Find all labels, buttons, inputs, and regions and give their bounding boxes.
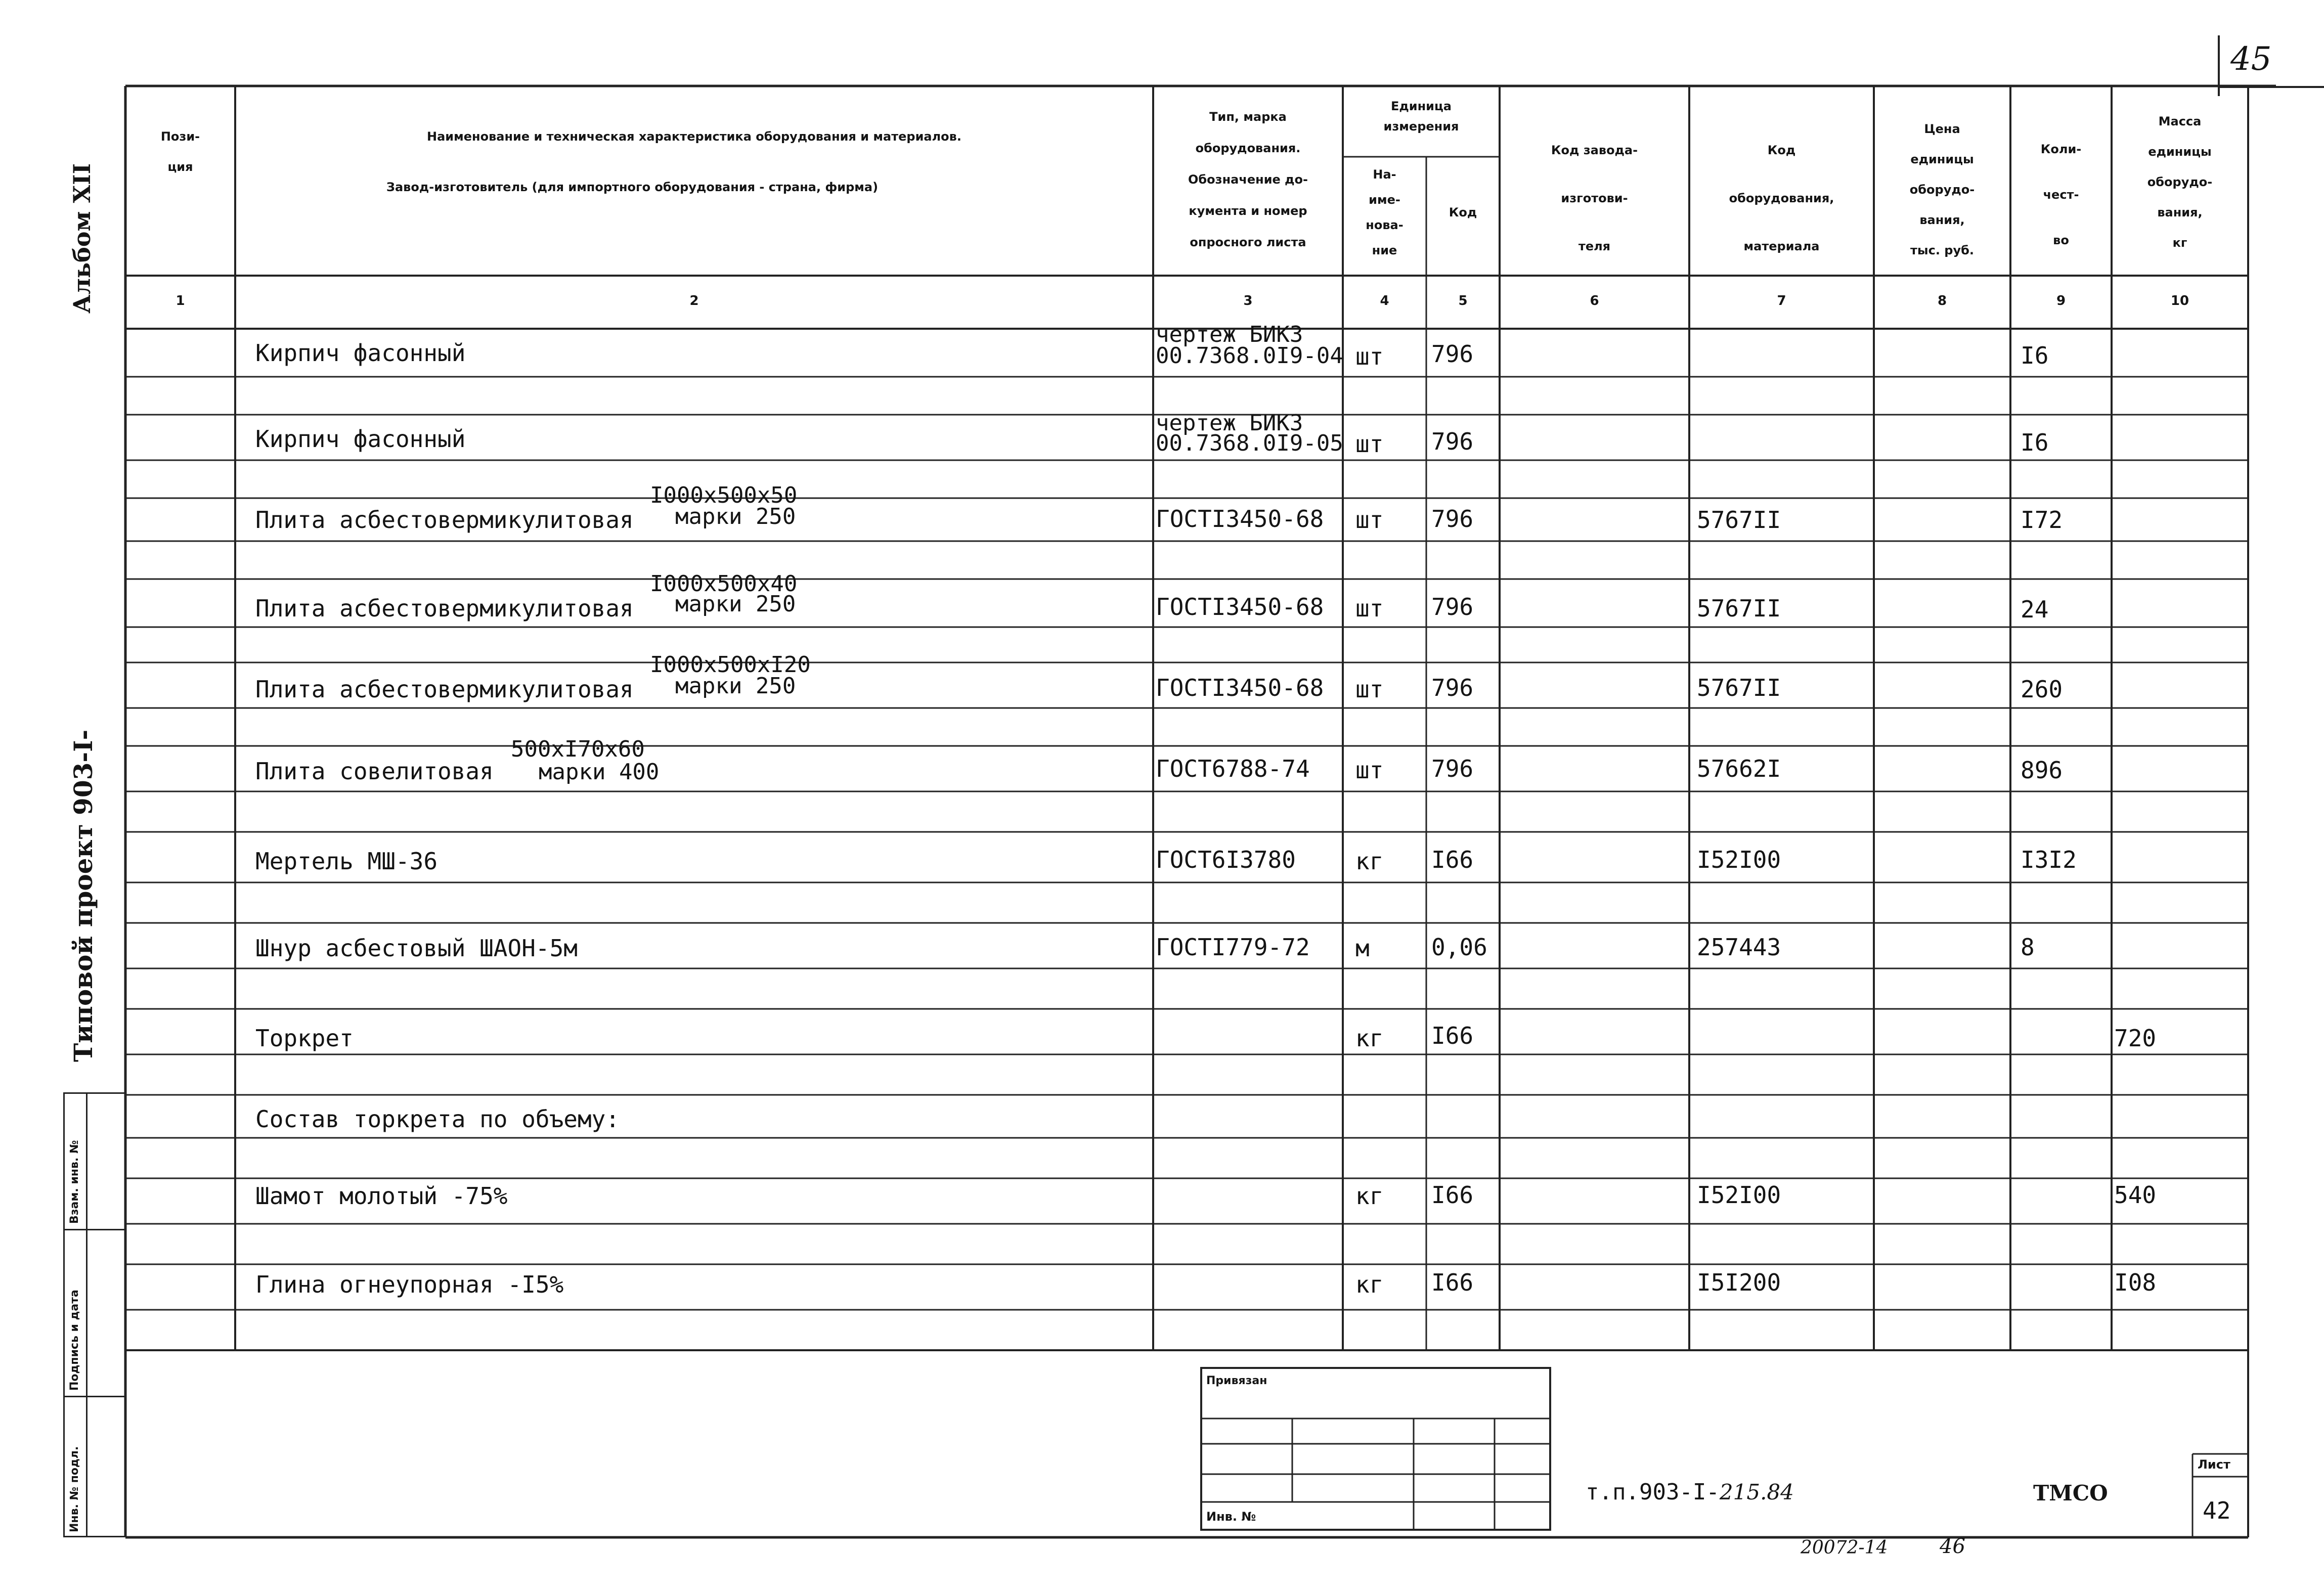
row-6-name: Плита совелитовая <box>255 758 494 785</box>
row-4-code: 796 <box>1431 593 1474 621</box>
row-2-doc-line1: чертеж БИКЗ <box>1156 410 1303 436</box>
row-3-code: 796 <box>1431 505 1474 533</box>
header-price: Цена единицы оборудо- вания, тыс. руб. <box>1909 122 1975 257</box>
col-number-1: 1 <box>176 293 185 308</box>
binding-label-replace-inv: Взам. инв. № <box>68 1140 81 1224</box>
footer-number-2: 46 <box>1940 1535 1965 1558</box>
row-2-code: 796 <box>1431 428 1474 455</box>
row-6-doc: ГОСТ6788-74 <box>1156 755 1310 782</box>
col-number-6: 6 <box>1590 293 1599 308</box>
row-5-mat: 5767II <box>1697 674 1781 701</box>
header-mass: Масса единицы оборудо- вания, кг <box>2147 114 2213 250</box>
row-4-doc: ГОСТI3450-68 <box>1156 593 1324 621</box>
col-number-4: 4 <box>1380 293 1389 308</box>
row-4-qty: 24 <box>2021 596 2049 623</box>
row-7-unit: кг <box>1355 848 1384 875</box>
row-3-spec-line2: марки 250 <box>675 504 796 529</box>
row-2-doc-line2: 00.7368.0I9-05 <box>1156 430 1343 456</box>
stamp-inv-label: Инв. № <box>1206 1510 1256 1524</box>
row-12-mat: I5I200 <box>1697 1269 1781 1296</box>
row-8-name: Шнур асбестовый ШАОН-5м <box>255 935 578 962</box>
row-5-doc: ГОСТI3450-68 <box>1156 674 1324 701</box>
binding-label-inv-original: Инв. № подл. <box>68 1446 81 1532</box>
header-unit: Единица измерения <box>1383 99 1459 134</box>
row-9-mass: 720 <box>2114 1025 2157 1052</box>
row-11-mass: 540 <box>2114 1181 2157 1209</box>
row-11-code: I66 <box>1431 1181 1474 1209</box>
row-12-mass: I08 <box>2114 1269 2157 1296</box>
row-6-code: 796 <box>1431 755 1474 782</box>
header-position: Пози- ция <box>160 129 200 174</box>
row-6-spec-line2: марки 400 <box>539 759 660 785</box>
header-unit-code: Код <box>1449 205 1477 219</box>
footer-number-1: 20072-14 <box>1801 1537 1888 1558</box>
row-1-code: 796 <box>1431 340 1474 368</box>
row-3-mat: 5767II <box>1697 506 1781 534</box>
header-name-line1: Наименование и техническая характеристика оборудования и материалов. <box>427 129 961 144</box>
header-equipment-code: Код оборудования, материала <box>1729 143 1834 253</box>
row-1-doc-line2: 00.7368.0I9-04 <box>1156 343 1343 369</box>
row-5-spec-line2: марки 250 <box>675 673 796 699</box>
row-6-spec-line1: 500хI70х60 <box>511 736 645 762</box>
row-6-qty: 896 <box>2021 757 2063 784</box>
row-5-qty: 260 <box>2021 676 2063 703</box>
row-1-unit: шт <box>1355 343 1384 370</box>
row-2-name: Кирпич фасонный <box>255 425 466 453</box>
row-11-name: Шамот молотый -75% <box>255 1182 508 1210</box>
stamp-attached-label: Привязан <box>1206 1375 1267 1387</box>
row-4-spec-line1: I000х500х40 <box>650 571 798 597</box>
row-9-name: Торкрет <box>255 1025 354 1052</box>
row-3-unit: шт <box>1355 506 1384 534</box>
row-2-unit: шт <box>1355 430 1384 458</box>
sheet-label: Лист <box>2198 1457 2230 1472</box>
row-10-name: Состав торкрета по объему: <box>255 1105 620 1133</box>
row-1-qty: I6 <box>2021 342 2049 369</box>
col-number-2: 2 <box>689 293 699 308</box>
header-quantity: Коли- чест- во <box>2040 142 2082 247</box>
row-4-spec-line2: марки 250 <box>675 591 796 617</box>
row-1-name: Кирпич фасонный <box>255 339 466 367</box>
col-number-8: 8 <box>1937 293 1947 308</box>
row-7-name: Мертель МШ-36 <box>255 848 438 875</box>
row-5-unit: шт <box>1355 676 1384 703</box>
row-7-doc: ГОСТ6I3780 <box>1156 846 1296 873</box>
row-8-mat: 257443 <box>1697 934 1781 961</box>
row-5-spec-line1: I000х500хI20 <box>650 652 811 678</box>
row-6-unit: шт <box>1355 757 1384 784</box>
row-9-code: I66 <box>1431 1022 1474 1049</box>
album-label: Альбом XII <box>68 163 96 314</box>
row-7-mat: I52I00 <box>1697 846 1781 873</box>
row-5-name: Плита асбестовермикулитовая <box>255 676 634 703</box>
row-1-doc-line1: чертеж БИКЗ <box>1156 322 1303 347</box>
col-number-5: 5 <box>1458 293 1468 308</box>
row-9-unit: кг <box>1355 1025 1384 1052</box>
row-11-mat: I52I00 <box>1697 1181 1781 1209</box>
row-4-unit: шт <box>1355 595 1384 622</box>
project-label: Типовой проект 903-I- <box>68 729 98 1062</box>
header-type: Тип, марка оборудования. Обозначение до- кумента и номер опросного листа <box>1188 110 1308 249</box>
row-8-qty: 8 <box>2021 934 2035 961</box>
row-7-code: I66 <box>1431 846 1474 873</box>
binding-label-signature-date: Подпись и дата <box>68 1290 81 1391</box>
row-4-mat: 5767II <box>1697 595 1781 622</box>
sheet-number: 42 <box>2203 1497 2231 1524</box>
row-8-unit: м <box>1355 935 1370 962</box>
header-manufacturer-code: Код завода- изготови- теля <box>1551 143 1638 253</box>
row-5-code: 796 <box>1431 674 1474 701</box>
header-name-line2: Завод-изготовитель (для импортного оборудования - страна, фирма) <box>386 180 879 194</box>
row-12-name: Глина огнеупорная -I5% <box>255 1271 564 1298</box>
row-12-code: I66 <box>1431 1269 1474 1296</box>
header-unit-name: На- име- нова- ние <box>1366 167 1404 257</box>
document-code-print: т.п.903-I- <box>1586 1479 1720 1505</box>
col-number-7: 7 <box>1777 293 1786 308</box>
row-11-unit: кг <box>1355 1182 1384 1210</box>
row-3-name: Плита асбестовермикулитовая <box>255 506 634 534</box>
row-8-doc: ГОСТI779-72 <box>1156 934 1310 961</box>
row-3-qty: I72 <box>2021 506 2063 534</box>
row-12-unit: кг <box>1355 1271 1384 1298</box>
row-7-qty: I3I2 <box>2021 846 2077 873</box>
document-code <box>1586 1479 1794 1505</box>
sheet-corner-number: 45 <box>2230 40 2272 78</box>
col-number-10: 10 <box>2170 293 2189 308</box>
row-3-doc: ГОСТI3450-68 <box>1156 505 1324 533</box>
col-number-9: 9 <box>2056 293 2066 308</box>
row-3-spec-line1: I000х500х50 <box>650 482 798 508</box>
document-code-hand: 215.84 <box>1719 1480 1794 1504</box>
row-2-qty: I6 <box>2021 429 2049 456</box>
row-8-code: 0,06 <box>1431 934 1487 961</box>
row-4-name: Плита асбестовермикулитовая <box>255 595 634 622</box>
row-6-mat: 57662I <box>1697 755 1781 782</box>
document-mark: ТМСО <box>2033 1481 2108 1505</box>
col-number-3: 3 <box>1243 293 1253 308</box>
